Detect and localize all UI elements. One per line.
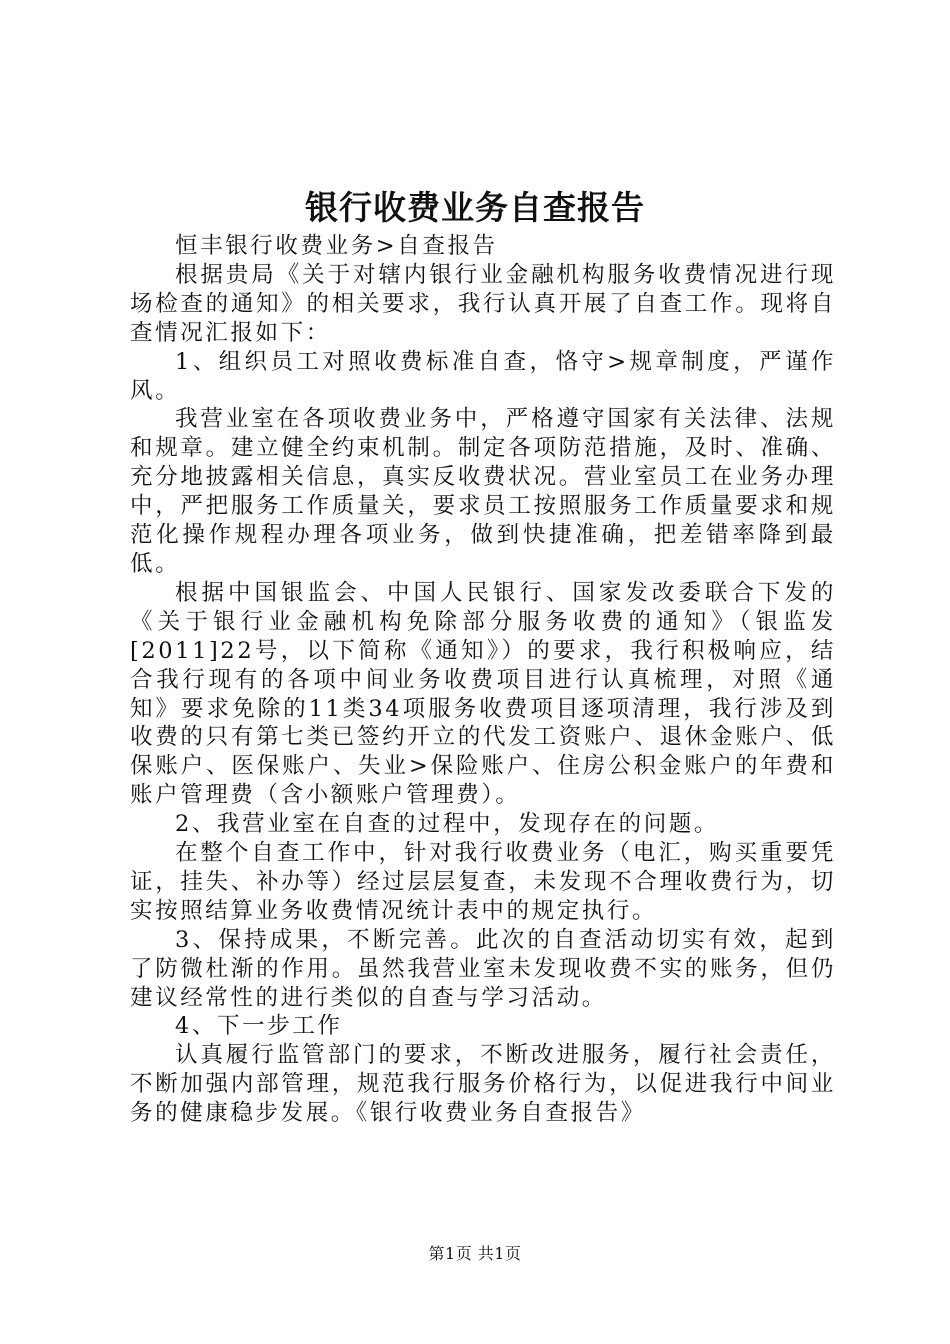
paragraph-section-2-body: 在整个自查工作中，针对我行收费业务（电汇，购买重要凭证，挂失、补办等）经过层层复查，未发现不合理收费行为，切实按照结算业务收费情况统计表中的规定执行。 [130, 840, 836, 924]
paragraph-section-3: 3、保持成果，不断完善。此次的自查活动切实有效，起到了防微杜渐的作用。虽然我营业室未发现收费不实的账务，但仍建议经常性的进行类似的自查与学习活动。 [130, 926, 836, 1011]
document-body [130, 232, 836, 1128]
paragraph-section-4-body: 认真履行监管部门的要求，不断改进服务，履行社会责任，不断加强内部管理，规范我行服务价格行为，以促进我行中间业务的健康稳步发展。《银行收费业务自查报告》 [130, 1042, 836, 1127]
paragraph-intro: 根据贵局《关于对辖内银行业金融机构服务收费情况进行现场检查的通知》的相关要求，我行认真开展了自查工作。现将自查情况汇报如下： [130, 261, 836, 346]
paragraph-section-2-heading: 2、我营业室在自查的过程中，发现存在的问题。 [175, 811, 720, 838]
paragraph-section-1-body: 我营业室在各项收费业务中，严格遵守国家有关法律、法规和规章。建立健全约束机制。制定各项防范措施，及时、准确、充分地披露相关信息，真实反收费状况。营业室员工在业务办理中，严把服务工作质量关，要求员工按照服务工作质量要求和规范化操作规程办理各项业务，做到快捷准确，把差错率降到最低。 [130, 406, 836, 577]
paragraph-regulation: 根据中国银监会、中国人民银行、国家发改委联合下发的《关于银行业金融机构免除部分服务收费的通知》（银监发[2011]22号，以下简称《通知》）的要求，我行积极响应，结合我行现有的各项中间业务收费项目进行认真梳理，对照《通知》要求免除的11类34项服务收费项目逐项清理，我行涉及到收费的只有第七类已签约开立的代发工资账户、退休金账户、低保账户、医保账户、失业>保险账户、住房公积金账户的年费和账户管理费（含小额账户管理费）。 [130, 579, 836, 809]
paragraph-section-1-heading: 1、组织员工对照收费标准自查，恪守>规章制度，严谨作风。 [130, 348, 836, 404]
document-title: 银行收费业务自查报告 [305, 188, 645, 227]
page-footer: 第1页 共1页 [428, 1244, 522, 1263]
paragraph-section-4-heading: 4、下一步工作 [175, 1013, 343, 1040]
paragraph-heading: 恒丰银行收费业务>自查报告 [175, 233, 498, 259]
